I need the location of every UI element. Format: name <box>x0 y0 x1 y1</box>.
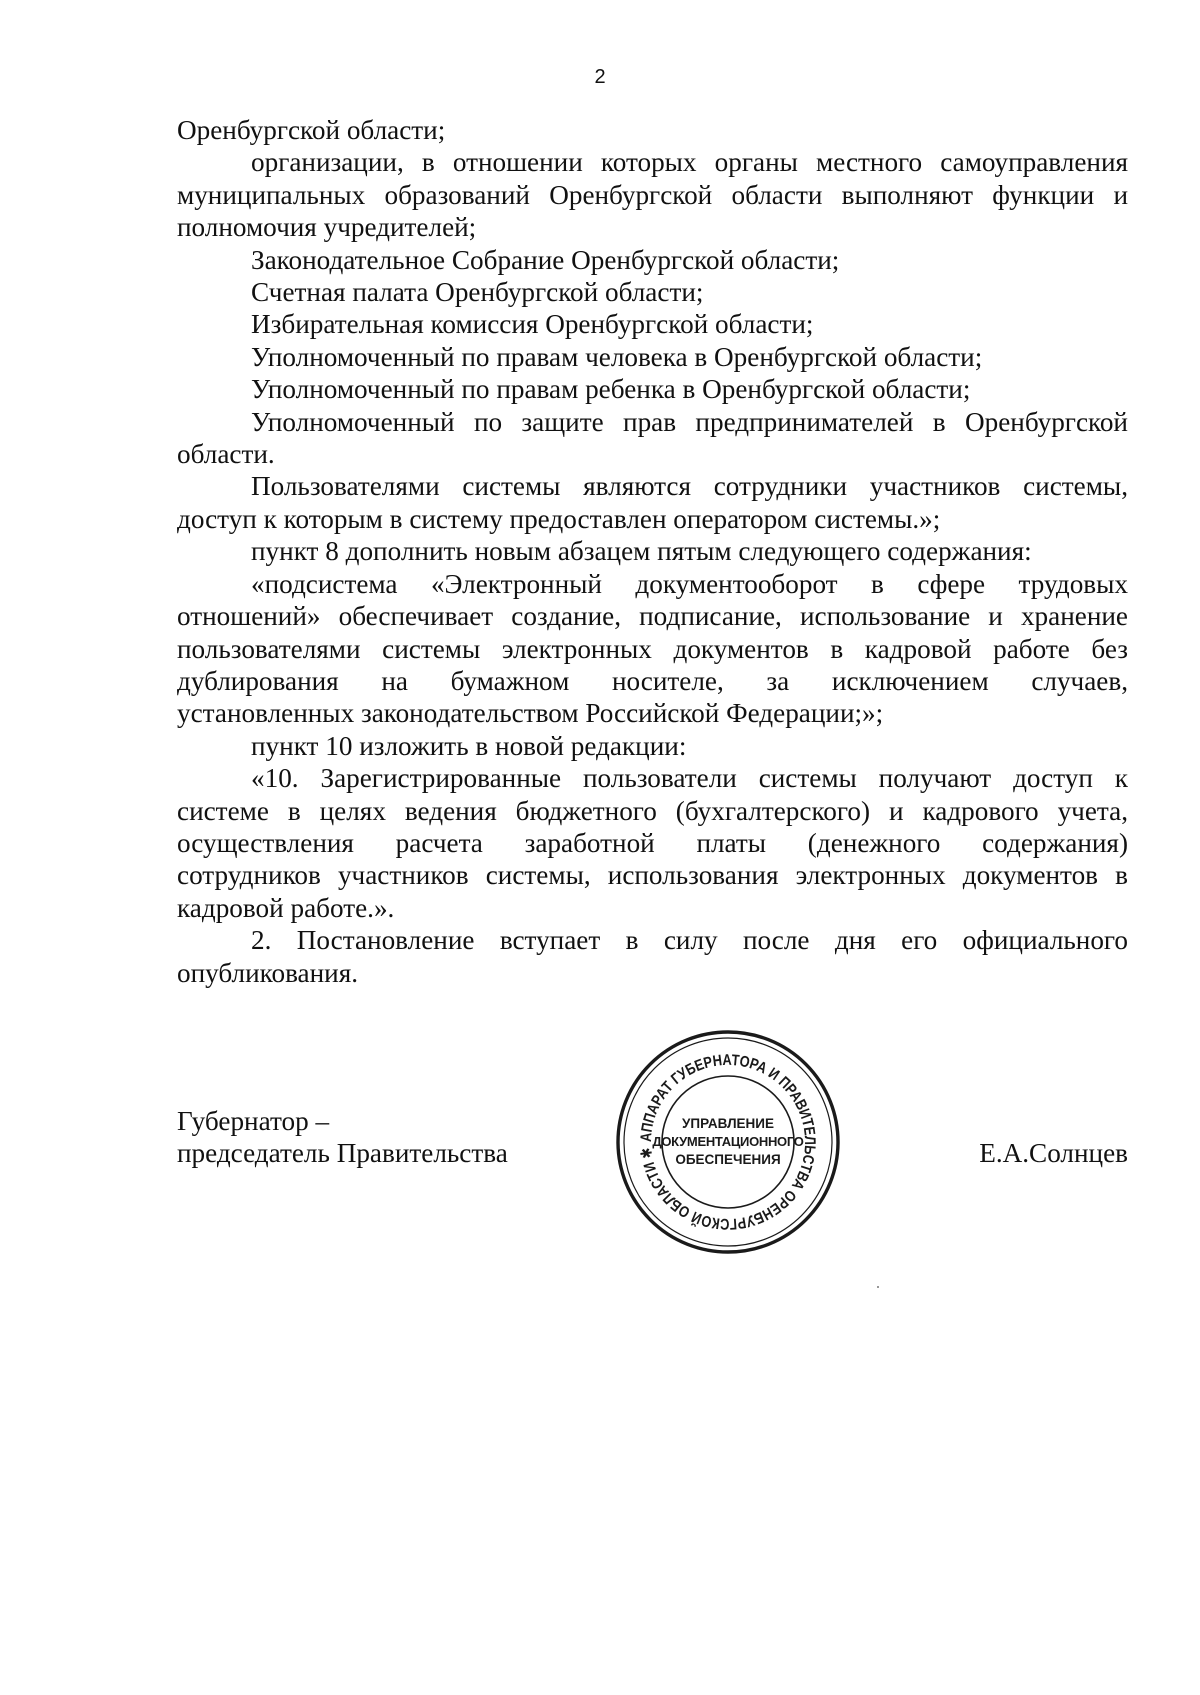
body-line: «10. Зарегистрированные пользователи системы получают доступ к <box>251 763 1128 794</box>
body-line: Избирательная комиссия Оренбургской области; <box>251 309 814 340</box>
official-seal <box>608 1022 848 1262</box>
scan-speck <box>877 1286 879 1288</box>
body-line: пользователями системы электронных документов в кадровой работе без <box>177 633 1128 664</box>
document-body <box>177 114 1128 989</box>
seal-center-line-1: УПРАВЛЕНИЕ <box>681 1116 774 1131</box>
body-line: доступ к которым в систему предоставлен оператором системы.»; <box>177 503 941 534</box>
page-number: 2 <box>594 66 606 88</box>
body-line: системе в целях ведения бюджетного (бухгалтерского) и кадрового учета, <box>177 795 1128 826</box>
body-line: опубликования. <box>177 957 359 988</box>
signatory-title-line-1: Губернатор – <box>177 1106 330 1136</box>
body-line: установленных законодательством Российской Федерации;»; <box>177 698 884 729</box>
seal-ring-text: АППАРАТ ГУБЕРНАТОРА И ПРАВИТЕЛЬСТВА ОРЕНБУРГСКОЙ ОБЛАСТИ ✱ <box>637 1051 819 1233</box>
signatory-title <box>177 1105 508 1170</box>
body-line: осуществления расчета заработной платы (денежного содержания) <box>177 827 1128 858</box>
body-line: Уполномоченный по правам ребенка в Оренбургской области; <box>251 374 971 405</box>
body-line: Законодательное Собрание Оренбургской области; <box>251 244 840 275</box>
seal-center-line-3: ОБЕСПЕЧЕНИЯ <box>675 1152 781 1167</box>
body-line: полномочия учредителей; <box>177 212 477 243</box>
body-line: Оренбургской области; <box>177 115 446 145</box>
signatory-title-line-2: председатель Правительства <box>177 1138 508 1169</box>
body-line: дублирования на бумажном носителе, за исключением случаев, <box>177 665 1128 696</box>
body-line: Пользователями системы являются сотрудники участников системы, <box>251 471 1128 502</box>
body-line: организации, в отношении которых органы местного самоуправления <box>251 147 1128 178</box>
seal-center-text <box>608 1022 848 1262</box>
body-line: сотрудников участников системы, использования электронных документов в <box>177 860 1128 891</box>
seal-center-line-2: ДОКУМЕНТАЦИОННОГО <box>652 1134 804 1149</box>
body-line: Уполномоченный по защите прав предпринимателей в Оренбургской <box>251 406 1128 437</box>
body-line: пункт 10 изложить в новой редакции: <box>251 730 687 761</box>
body-line: муниципальных образований Оренбургской области выполняют функции и <box>177 179 1128 210</box>
body-line: «подсистема «Электронный документооборот в сфере трудовых <box>251 568 1128 599</box>
signatory-name: Е.А.Солнцев <box>979 1138 1128 1168</box>
body-line: отношений» обеспечивает создание, подписание, использование и хранение <box>177 601 1128 632</box>
body-line: пункт 8 дополнить новым абзацем пятым следующего содержания: <box>251 536 1032 567</box>
body-line: кадровой работе.». <box>177 892 395 923</box>
body-line: Уполномоченный по правам человека в Оренбургской области; <box>251 341 983 372</box>
body-line: 2. Постановление вступает в силу после дня его официального <box>251 925 1128 956</box>
body-line: Счетная палата Оренбургской области; <box>251 277 704 308</box>
body-line: области. <box>177 439 275 470</box>
